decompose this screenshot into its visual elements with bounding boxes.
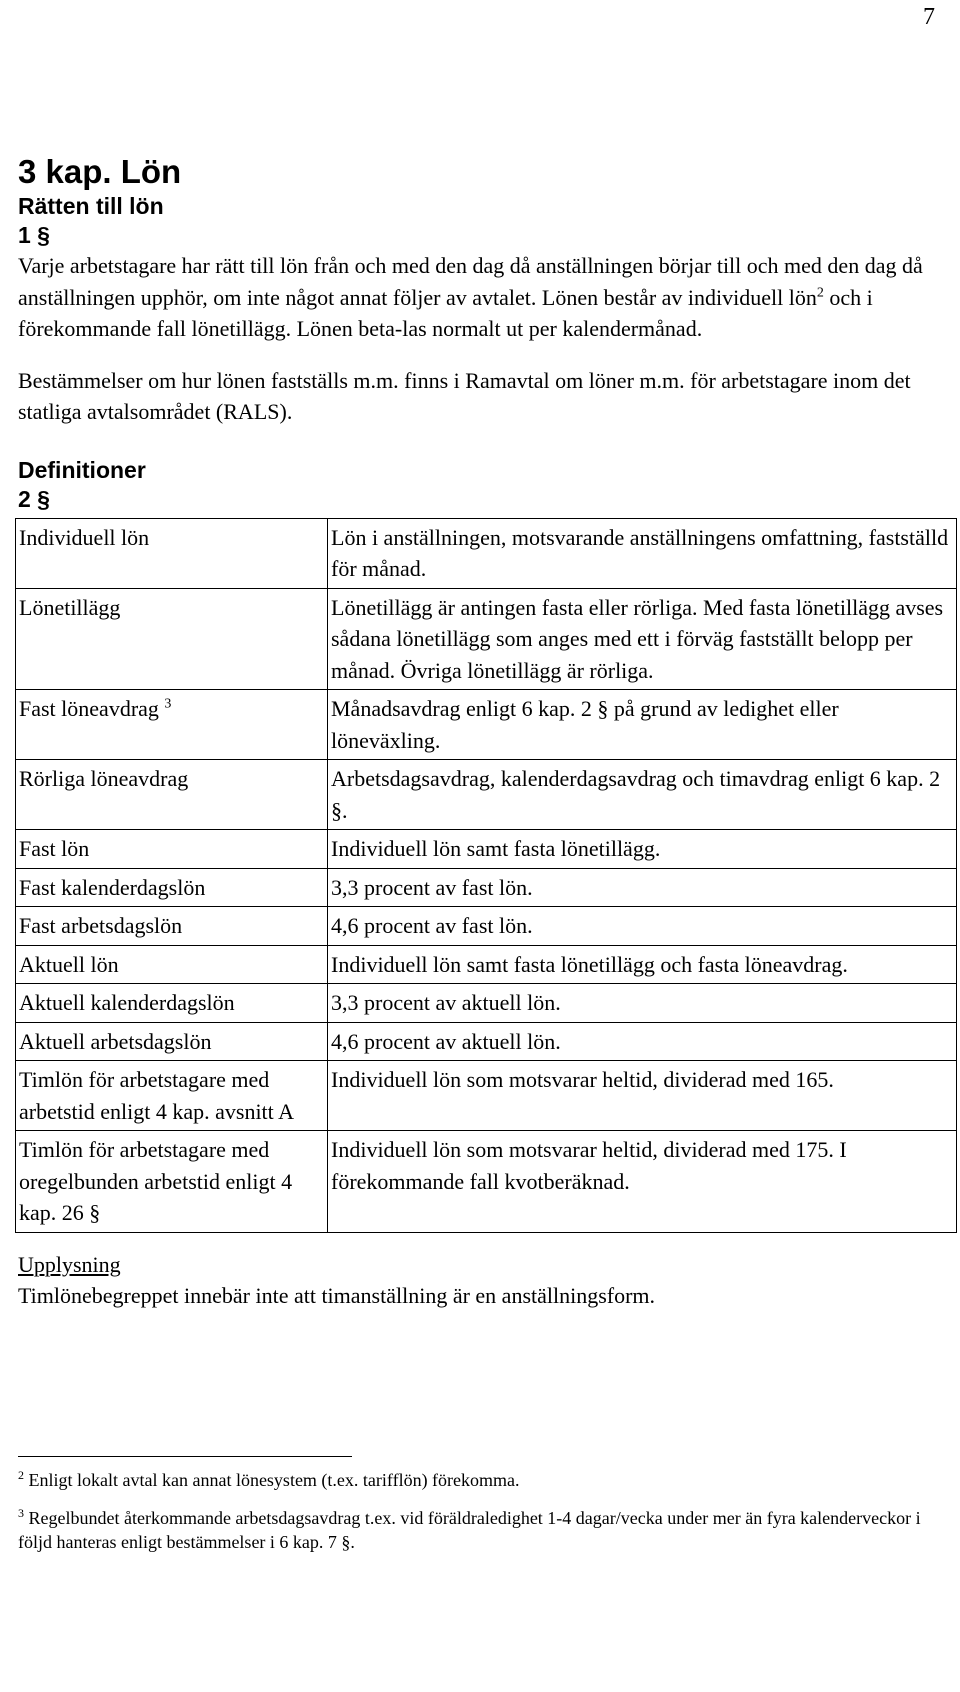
- footnote-text: Enligt lokalt avtal kan annat lönesystem (t.ex. tarifflön) förekomma.: [28, 1470, 520, 1490]
- chapter-title: 3 kap. Lön: [18, 153, 182, 190]
- table-row: [16, 868, 957, 907]
- definition-term-text: Fast löneavdrag: [19, 696, 159, 721]
- note-text: Timlönebegreppet innebär inte att timanställning är en anställningsform.: [18, 1283, 656, 1308]
- definition-term-text: Individuell lön: [19, 524, 150, 550]
- definition-term-text: Timlön för arbetstagare med arbetstid enligt 4 kap. avsnitt A: [19, 1067, 294, 1124]
- definition-term-text: Lönetillägg: [19, 594, 121, 620]
- definitions-table: [15, 518, 957, 1233]
- definition-text: Individuell lön samt fasta lönetillägg och fasta löneavdrag.: [328, 945, 957, 984]
- footnote-number: 3: [18, 1506, 24, 1520]
- footnote-3: [18, 1506, 938, 1554]
- definition-text: Individuell lön som motsvarar heltid, dividerad med 175. I förekommande fall kvotberäknad.: [328, 1131, 957, 1233]
- table-row: [16, 830, 957, 869]
- table-row: [16, 1131, 957, 1233]
- paragraph-number-2: 2 §: [18, 485, 50, 512]
- page-number: 7: [923, 4, 935, 30]
- definition-term-text: Fast lön: [19, 836, 90, 861]
- table-row: [16, 690, 957, 760]
- table-row: [16, 588, 957, 690]
- definition-term-text: Rörliga löneavdrag: [19, 766, 189, 791]
- definition-term-text: Timlön för arbetstagare med oregelbunden arbetstid enligt 4 kap. 26 §: [19, 1137, 293, 1225]
- document-body: [18, 152, 949, 1312]
- definition-term: [16, 760, 328, 830]
- note-heading: Upplysning: [18, 1251, 121, 1277]
- definition-term: [16, 588, 328, 690]
- definition-term: [16, 984, 328, 1023]
- definition-term: [16, 518, 328, 588]
- definition-text: Individuell lön som motsvarar heltid, dividerad med 165.: [328, 1061, 957, 1131]
- paragraph-1-rals-text: Bestämmelser om hur lönen fastställs m.m. finns i Ramavtal om löner m.m. för arbetstagare inom det statliga avtalsområdet (RALS).: [18, 367, 911, 424]
- definition-term: [16, 830, 328, 869]
- definition-term-text: Aktuell arbetsdagslön: [19, 1028, 212, 1054]
- paragraph-1-text-part1: Varje arbetstagare har rätt till lön från och med den dag då anställningen börjar till och med den dag då anställningen upphör, om inte något annat följer av avtalet. Lönen består av individuell lön: [18, 253, 923, 310]
- definition-text: Lön i anställningen, motsvarande anställningens omfattning, fastställd för månad.: [328, 518, 957, 588]
- definition-text: 4,6 procent av fast lön.: [328, 907, 957, 946]
- table-row: [16, 518, 957, 588]
- table-row: [16, 945, 957, 984]
- definition-term-text: Fast arbetsdagslön: [19, 913, 183, 938]
- table-row: [16, 907, 957, 946]
- definition-term-text: Fast kalenderdagslön: [19, 874, 206, 900]
- table-row: [16, 1022, 957, 1061]
- section-heading-definitioner: Definitioner: [18, 456, 146, 483]
- footnote-number: 2: [18, 1468, 24, 1482]
- footnote-text: Regelbundet återkommande arbetsdagsavdrag t.ex. vid föräldraledighet 1-4 dagar/vecka under mer än fyra kalenderveckor i följd hanteras enligt bestämmelser i 6 kap. 7 §.: [18, 1508, 921, 1552]
- table-row: [16, 984, 957, 1023]
- definition-text: Arbetsdagsavdrag, kalenderdagsavdrag och timavdrag enligt 6 kap. 2 §.: [328, 760, 957, 830]
- table-row: [16, 760, 957, 830]
- definition-text: 3,3 procent av aktuell lön.: [328, 984, 957, 1023]
- definition-text: Individuell lön samt fasta lönetillägg.: [328, 830, 957, 869]
- section-heading-ratten-till-lon: Rätten till lön: [18, 193, 164, 219]
- paragraph-number-1: 1 §: [18, 222, 50, 248]
- definition-text: Månadsavdrag enligt 6 kap. 2 § på grund av ledighet eller löneväxling.: [328, 690, 957, 760]
- definition-term: [16, 690, 328, 760]
- footnote-2: [18, 1468, 938, 1492]
- definition-text: 3,3 procent av fast lön.: [328, 868, 957, 907]
- definition-term: [16, 945, 328, 984]
- footnote-ref-2[interactable]: 2: [816, 285, 824, 301]
- definition-term: [16, 1061, 328, 1131]
- definition-term: [16, 1131, 328, 1233]
- footnote-separator: [18, 1456, 352, 1457]
- definition-term: [16, 868, 328, 907]
- definition-term: [16, 907, 328, 946]
- definition-term-text: Aktuell lön: [19, 951, 119, 977]
- footnote-ref-3[interactable]: 3: [164, 696, 172, 712]
- definition-term: [16, 1022, 328, 1061]
- paragraph-1-text: [18, 250, 943, 345]
- table-row: [16, 1061, 957, 1131]
- paragraph-1-text-part2: och i förekommande fall lönetillägg. Lönen beta-las normalt ut per kalendermånad.: [18, 284, 873, 341]
- definition-text: Lönetillägg är antingen fasta eller rörliga. Med fasta lönetillägg avses sådana lönetillägg som anges med ett i förväg fastställt belopp per månad. Övriga lönetillägg är rörliga.: [328, 588, 957, 690]
- definition-term-text: Aktuell kalenderdagslön: [19, 990, 235, 1015]
- definition-text: 4,6 procent av aktuell lön.: [328, 1022, 957, 1061]
- footnotes: [18, 1468, 938, 1568]
